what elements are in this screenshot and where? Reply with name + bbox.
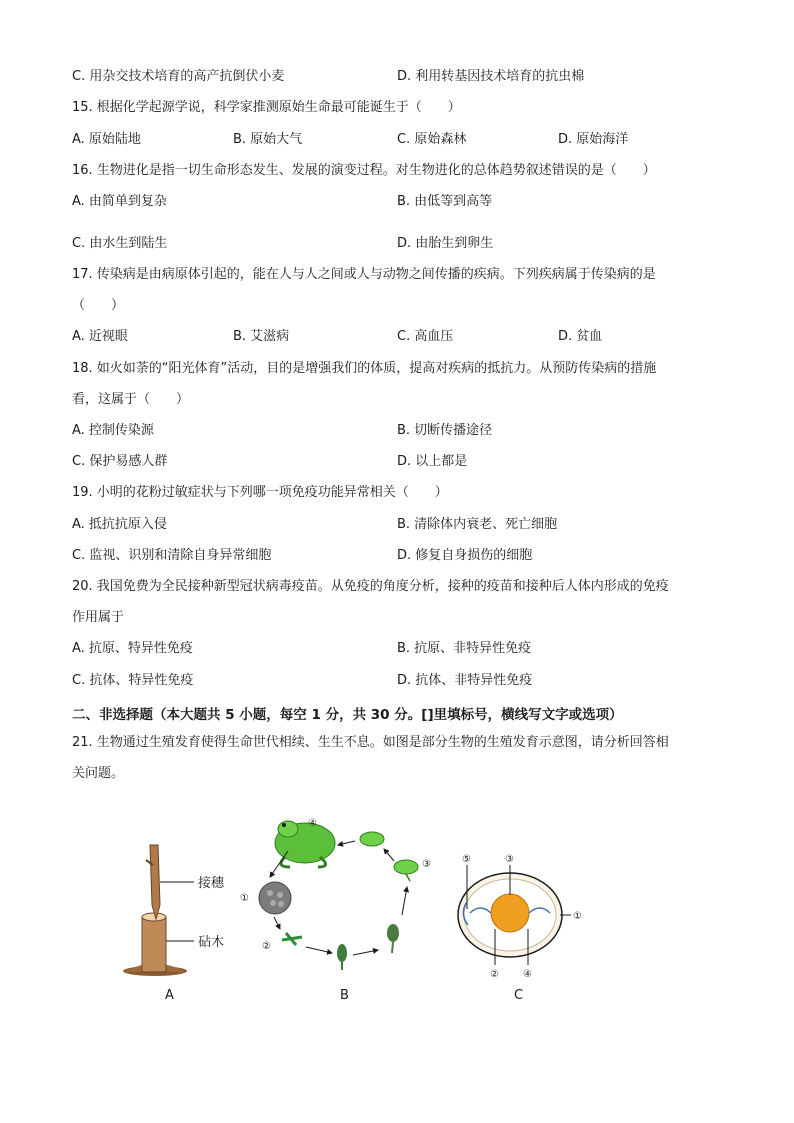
q16-option-d: D. 由胎生到卵生 xyxy=(397,236,494,251)
q19-option-c: C. 监视、识别和清除自身异常细胞 xyxy=(72,548,272,563)
q17-stem-line1: 17. 传染病是由病原体引起的，能在人与人之间或人与动物之间传播的疾病。下列疾病属于传染病的是 xyxy=(72,267,656,282)
q18-stem-line2: 看，这属于（ ） xyxy=(72,392,190,407)
q21-stem-line2: 关问题。 xyxy=(72,766,125,781)
q17-option-d: D. 贫血 xyxy=(558,329,603,344)
q18-option-b: B. 切断传播途径 xyxy=(397,423,493,438)
frog-label-2: ② xyxy=(262,941,271,952)
egg-label-3: ③ xyxy=(505,854,514,865)
egg-structure xyxy=(458,865,571,965)
egg-label-1: ① xyxy=(573,911,582,922)
reproduction-diagram xyxy=(110,805,690,1005)
q19-option-d: D. 修复自身损伤的细胞 xyxy=(397,548,533,563)
panel-a-label: A xyxy=(165,988,174,1003)
q15-option-a: A. 原始陆地 xyxy=(72,132,141,147)
q14-option-c: C. 用杂交技术培育的高产抗倒伏小麦 xyxy=(72,69,285,84)
q16-option-c: C. 由水生到陆生 xyxy=(72,236,168,251)
section-heading: 二、非选择题（本大题共 5 小题，每空 1 分，共 30 分。[]里填标号，横线写文字或选项） xyxy=(72,707,623,723)
q19-option-a: A. 抵抗抗原入侵 xyxy=(72,517,167,532)
q20-option-b: B. 抗原、非特异性免疫 xyxy=(397,641,532,656)
frog-life-cycle xyxy=(259,821,418,970)
q18-option-d: D. 以上都是 xyxy=(397,454,468,469)
q18-option-a: A. 控制传染源 xyxy=(72,423,154,438)
grafting-illustration xyxy=(123,845,194,976)
egg-label-5: ⑤ xyxy=(462,854,471,865)
panel-c-label: C xyxy=(514,988,524,1003)
panel-b-label: B xyxy=(340,988,349,1003)
frog-label-4: ④ xyxy=(308,818,317,829)
q18-stem-line1: 18. 如火如荼的“阳光体育”活动，目的是增强我们的体质，提高对疾病的抵抗力。从预防传染病的措施 xyxy=(72,361,657,376)
q20-option-a: A. 抗原、特异性免疫 xyxy=(72,641,193,656)
q20-stem-line1: 20. 我国免费为全民接种新型冠状病毒疫苗。从免疫的角度分析，接种的疫苗和接种后人体内形成的免疫 xyxy=(72,579,669,594)
stock-label: 砧木 xyxy=(198,935,225,950)
q16-stem: 16. 生物进化是指一切生命形态发生、发展的演变过程。对生物进化的总体趋势叙述错误的是（ ） xyxy=(72,163,656,178)
q20-stem-line2: 作用属于 xyxy=(72,610,125,625)
q18-option-c: C. 保护易感人群 xyxy=(72,454,168,469)
egg-label-4: ④ xyxy=(523,969,532,980)
q19-option-b: B. 清除体内衰老、死亡细胞 xyxy=(397,517,558,532)
q20-option-c: C. 抗体、特异性免疫 xyxy=(72,673,194,688)
q17-option-c: C. 高血压 xyxy=(397,329,454,344)
q15-option-b: B. 原始大气 xyxy=(233,132,303,147)
q19-stem: 19. 小明的花粉过敏症状与下列哪一项免疫功能异常相关（ ） xyxy=(72,485,448,500)
q20-option-d: D. 抗体、非特异性免疫 xyxy=(397,673,533,688)
q14-option-d: D. 利用转基因技术培育的抗虫棉 xyxy=(397,69,585,84)
q15-option-d: D. 原始海洋 xyxy=(558,132,629,147)
egg-label-2: ② xyxy=(490,969,499,980)
q15-option-c: C. 原始森林 xyxy=(397,132,467,147)
frog-label-1: ① xyxy=(240,893,249,904)
frog-label-3: ③ xyxy=(422,859,431,870)
q15-stem: 15. 根据化学起源学说，科学家推测原始生命最可能诞生于（ ） xyxy=(72,100,461,115)
q17-stem-line2: （ ） xyxy=(72,298,125,313)
scion-label: 接穗 xyxy=(198,876,225,891)
q21-stem-line1: 21. 生物通过生殖发育使得生命世代相续、生生不息。如图是部分生物的生殖发育示意图，请分析回答相 xyxy=(72,735,669,750)
q17-option-a: A. 近视眼 xyxy=(72,329,128,344)
reproduction-figure xyxy=(110,805,690,1005)
q16-option-b: B. 由低等到高等 xyxy=(397,194,493,209)
q16-option-a: A. 由简单到复杂 xyxy=(72,194,167,209)
q17-option-b: B. 艾滋病 xyxy=(233,329,290,344)
